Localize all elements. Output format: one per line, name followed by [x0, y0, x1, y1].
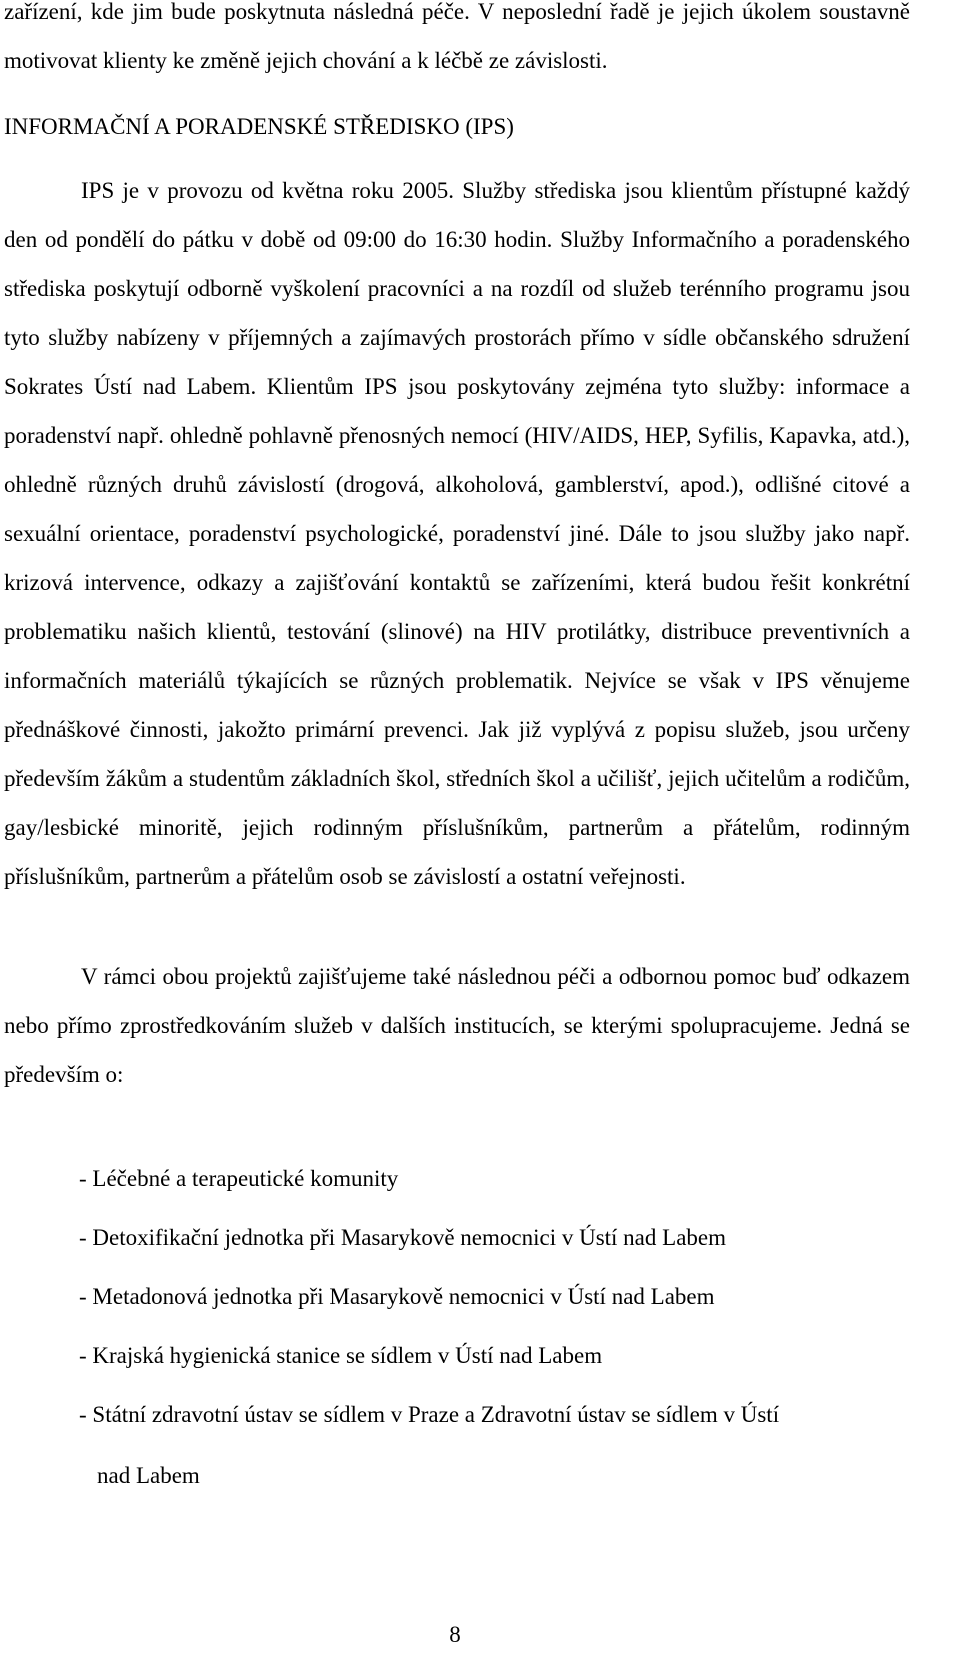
list-item	[4, 1331, 910, 1380]
list-item-text: - Metadonová jednotka při Masarykově nemocnici v Ústí nad Labem	[79, 1284, 715, 1309]
document-page	[4, 0, 910, 1510]
list-item-continuation: nad Labem	[97, 1463, 200, 1488]
list-item-text: - Státní zdravotní ústav se sídlem v Praze a Zdravotní ústav se sídlem v Ústí	[79, 1402, 780, 1427]
section-heading-ips: INFORMAČNÍ A PORADENSKÉ STŘEDISKO (IPS)	[4, 114, 514, 139]
list-item	[4, 1213, 910, 1262]
ips-paragraph: IPS je v provozu od května roku 2005. Služby střediska jsou klientům přístupné každý den od pondělí do pátku v době od 09:00 do 16:30 hodin. Služby Informačního a poradenského střediska poskytují odborně vyškolení pracovníci a na rozdíl od služeb terénního programu jsou tyto služby nabízeny v příjemných a zajímavých prostorách přímo v sídle občanského sdružení Sokrates Ústí nad Labem. Klientům IPS jsou poskytovány zejména tyto služby: informace a poradenství např. ohledně pohlavně přenosných nemocí (HIV/AIDS, HEP, Syfilis, Kapavka, atd.), ohledně různých druhů závislostí (drogová, alkoholová, gamblerství, apod.), odlišné citové a sexuální orientace, poradenství psychologické, poradenství jiné. Dále to jsou služby jako např. krizová intervence, odkazy a zajišťování kontaktů se zařízeními, která budou řešit konkrétní problematiku našich klientů, testování (slinové) na HIV protilátky, distribuce preventivních a informačních materiálů týkajících se různých problematik. Nejvíce se však v IPS věnujeme přednáškové činnosti, jakožto primární prevenci. Jak již vyplývá z popisu služeb, jsou určeny především žákům a studentům základních škol, středních škol a učilišť, jejich učitelům a rodičům, gay/lesbické minoritě, jejich rodinným příslušníkům, partnerům a přátelům, rodinným příslušníkům, partnerům a přátelům osob se závislostí a ostatní veřejnosti.	[4, 178, 910, 889]
list-item-text: - Léčebné a terapeutické komunity	[79, 1166, 399, 1191]
intro-paragraph: zařízení, kde jim bude poskytnuta následná péče. V neposlední řadě je jejich úkolem soustavně motivovat klienty ke změně jejich chování a k léčbě ze závislosti.	[4, 0, 910, 73]
list-item	[4, 1154, 910, 1203]
page-number: 8	[449, 1622, 461, 1647]
ramci-paragraph: V rámci obou projektů zajišťujeme také následnou péči a odbornou pomoc buď odkazem nebo přímo zprostředkováním služeb v dalších institucích, se kterými spolupracujeme. Jedná se především o:	[4, 964, 910, 1087]
list-item	[4, 1272, 910, 1321]
list-item	[4, 1390, 910, 1500]
institutions-list	[4, 1154, 910, 1500]
list-item-text: - Detoxifikační jednotka při Masarykově nemocnici v Ústí nad Labem	[79, 1225, 726, 1250]
list-item-text: - Krajská hygienická stanice se sídlem v Ústí nad Labem	[79, 1343, 603, 1368]
